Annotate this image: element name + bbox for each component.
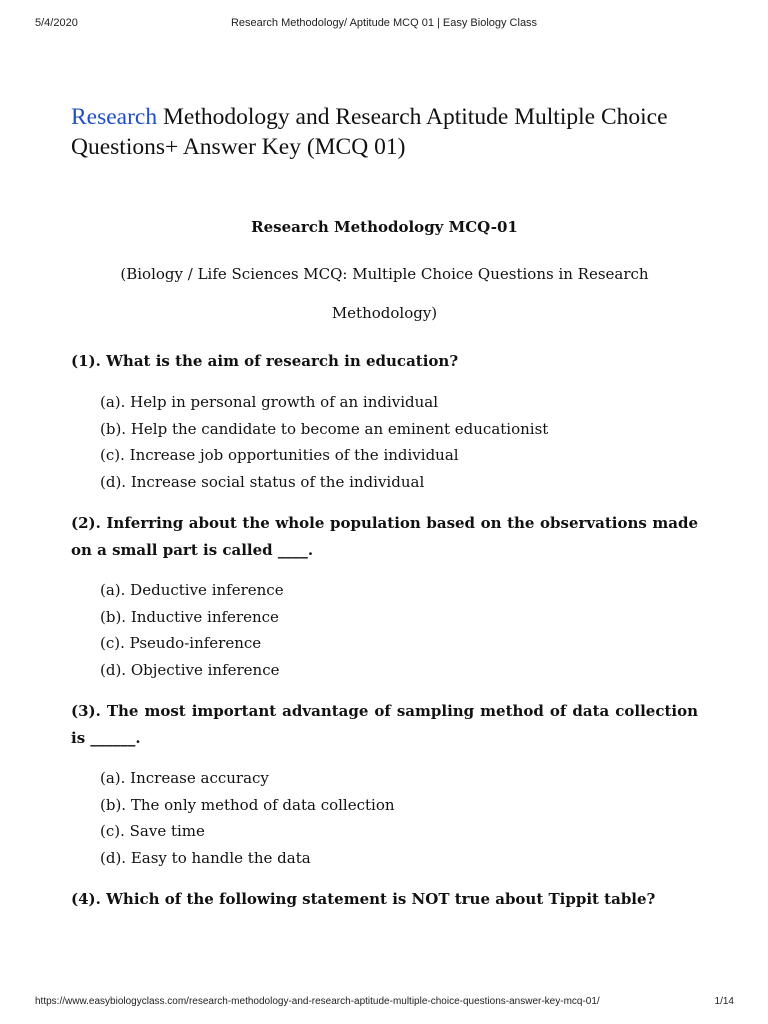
- question-2-options: [100, 577, 698, 683]
- article-intro: (Biology / Life Sciences MCQ: Multiple Choice Questions in Research Methodology): [120, 265, 649, 322]
- footer-url: https://www.easybiologyclass.com/research-methodology-and-research-aptitude-multiple-choice-questions-answer-key-mcq-01/: [35, 996, 600, 1007]
- option-3d: (d). Easy to handle the data: [100, 848, 311, 867]
- option-2b: (b). Inductive inference: [100, 607, 279, 626]
- option-1a: (a). Help in personal growth of an individual: [100, 393, 439, 411]
- option-1c: (c). Increase job opportunities of the individual: [100, 446, 459, 464]
- option-2c: (c). Pseudo-inference: [100, 634, 262, 652]
- option-2d: (d). Objective inference: [100, 660, 280, 679]
- question-1-options: [100, 389, 698, 495]
- option-3c: (c). Save time: [100, 822, 205, 840]
- question-1: (1). What is the aim of research in education?: [71, 352, 459, 370]
- article-title: [71, 102, 698, 162]
- question-4: (4). Which of the following statement is NOT true about Tippit table?: [71, 890, 656, 908]
- question-3-options: [100, 765, 698, 871]
- print-date: 5/4/2020: [35, 17, 78, 29]
- print-page-title: Research Methodology/ Aptitude MCQ 01 | Easy Biology Class: [230, 17, 538, 29]
- title-link-research[interactable]: Research: [71, 104, 158, 130]
- question-2: (2). Inferring about the whole population based on the observations made on a small part is called ____.: [71, 514, 698, 559]
- option-3b: (b). The only method of data collection: [100, 795, 395, 814]
- page-number: 1/14: [714, 996, 734, 1007]
- print-header: [0, 17, 768, 31]
- question-3: (3). The most important advantage of sampling method of data collection is ______.: [71, 702, 698, 747]
- option-2a: (a). Deductive inference: [100, 581, 284, 599]
- print-footer: [0, 996, 768, 1010]
- title-text: Methodology and Research Aptitude Multiple Choice Questions+ Answer Key (MCQ 01): [71, 104, 668, 160]
- option-1b: (b). Help the candidate to become an eminent educationist: [100, 419, 549, 438]
- option-1d: (d). Increase social status of the individual: [100, 472, 425, 491]
- option-3a: (a). Increase accuracy: [100, 769, 269, 787]
- article-subtitle: Research Methodology MCQ-01: [251, 218, 518, 236]
